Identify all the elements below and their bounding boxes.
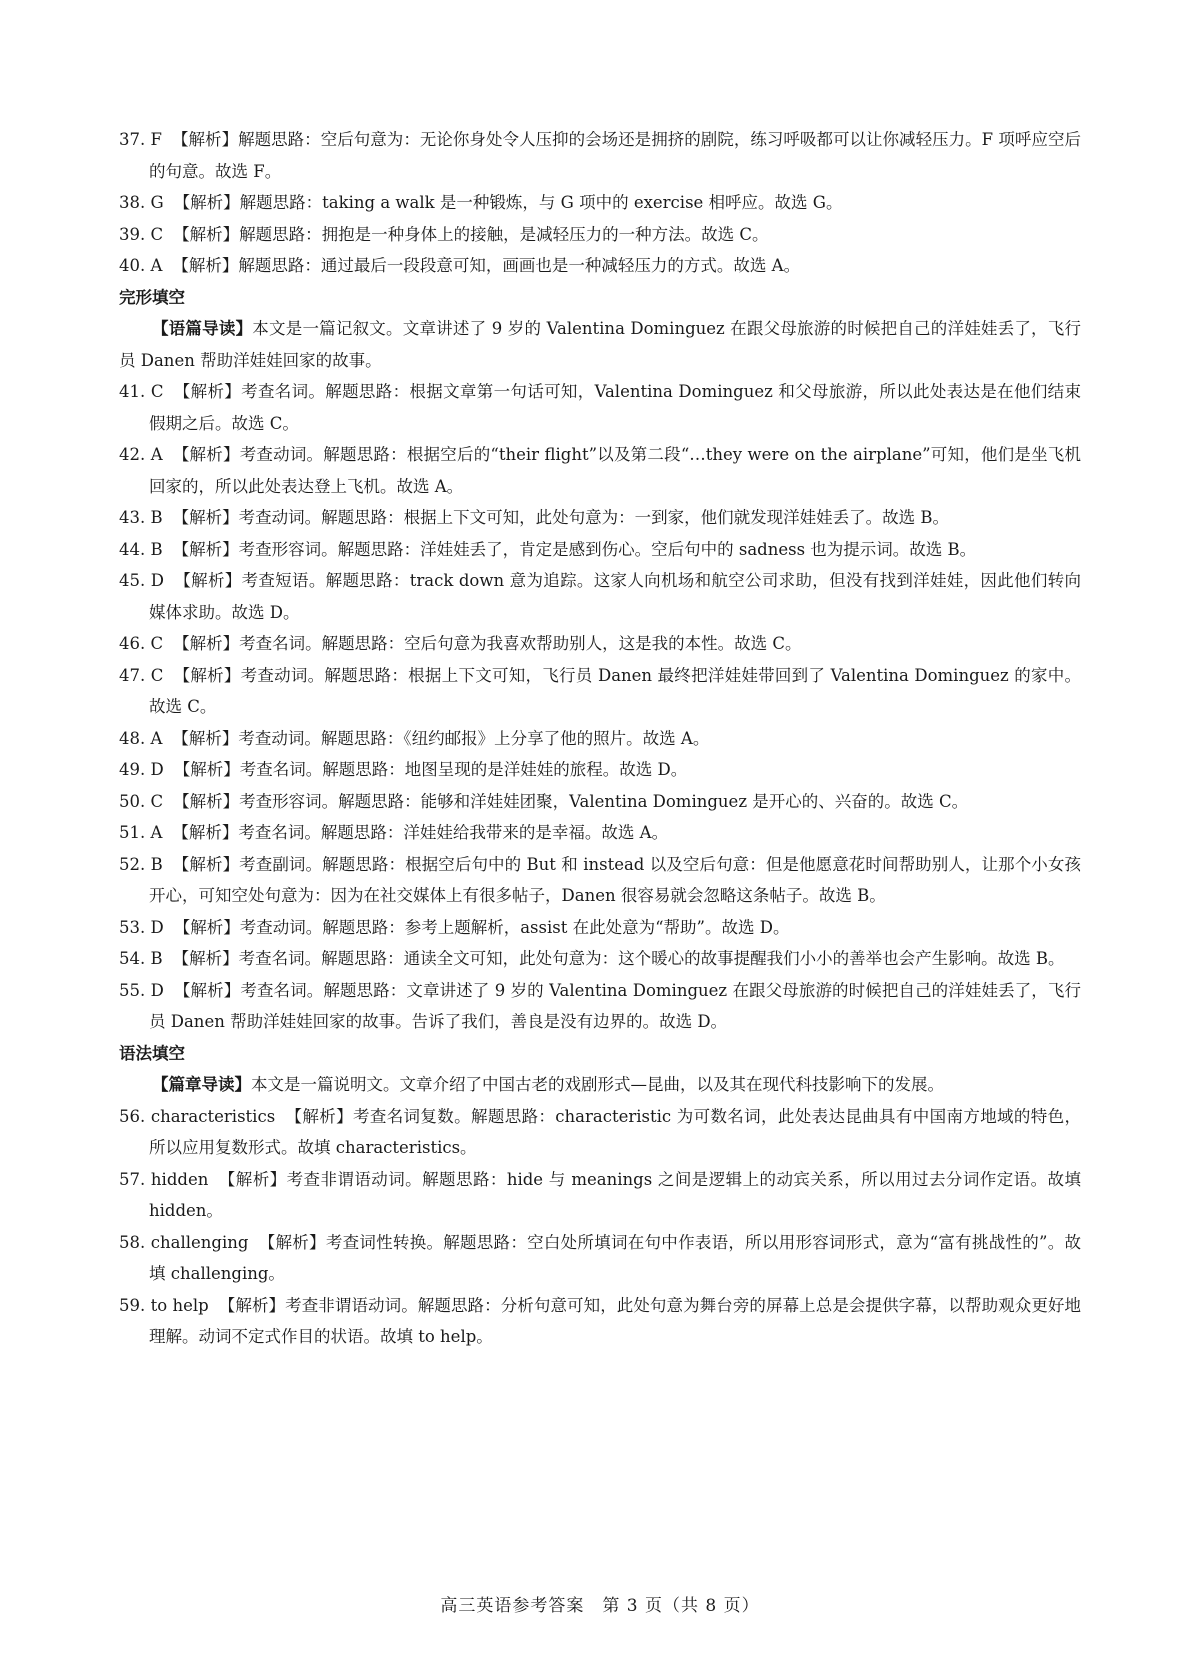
answer-number: 54. B bbox=[119, 949, 163, 968]
answer-item-58 bbox=[119, 1227, 1081, 1290]
answer-number: 52. B bbox=[119, 854, 163, 874]
answer-explanation: 【解析】考查非谓语动词。解题思路：分析句意可知，此处句意为舞台旁的屏幕上总是会提供字幕，以帮助观众更好地理解。动词不定式作目的状语。故填 to help。 bbox=[149, 1295, 1082, 1346]
answer-explanation: 【解析】考查副词。解题思路：根据空后句中的 But 和 instead 以及空后句意：但是他愿意花时间帮助别人，让那个小女孩开心，可知空处句意为：因为在社交媒体上有很多帖子，Danen 很容易就会忽略这条帖子。故选 B。 bbox=[149, 854, 1081, 905]
answer-explanation: 【解析】考查动词。解题思路：根据上下文可知，此处句意为：一到家，他们就发现洋娃娃丢了。故选 B。 bbox=[172, 508, 949, 527]
answer-number: 55. D bbox=[119, 980, 164, 1000]
answer-number: 39. C bbox=[119, 224, 164, 244]
answer-item-49 bbox=[119, 754, 1081, 786]
answer-number: 40. A bbox=[119, 256, 163, 275]
answer-explanation: 【解析】解题思路：空后句意为：无论你身处令人压抑的会场还是拥挤的剧院，练习呼吸都可以让你减轻压力。F 项呼应空后的句意。故选 F。 bbox=[149, 130, 1081, 181]
answer-item-44 bbox=[119, 534, 1081, 566]
answer-number: 59. to help bbox=[119, 1295, 209, 1315]
answer-item-43 bbox=[119, 502, 1081, 534]
answer-item-39 bbox=[119, 219, 1081, 251]
answer-item-37 bbox=[119, 124, 1081, 187]
section-intro bbox=[119, 1069, 1081, 1101]
answer-number: 41. C bbox=[119, 382, 164, 401]
answer-number: 47. C bbox=[119, 665, 164, 685]
answer-number: 43. B bbox=[119, 508, 163, 527]
answer-number: 51. A bbox=[119, 823, 163, 842]
answer-explanation: 【解析】解题思路：taking a walk 是一种锻炼，与 G 项中的 exercise 相呼应。故选 G。 bbox=[173, 193, 843, 212]
answer-explanation: 【解析】考查名词。解题思路：文章讲述了 9 岁的 Valentina Dominguez 在跟父母旅游的时候把自己的洋娃娃丢了，飞行员 Danen 帮助洋娃娃回家的故事。告诉了我们，善良是没有边界的。故选 D。 bbox=[149, 980, 1081, 1031]
answer-item-59 bbox=[119, 1290, 1081, 1353]
answer-number: 46. C bbox=[119, 634, 164, 653]
answer-item-48 bbox=[119, 723, 1081, 755]
answer-number: 48. A bbox=[119, 728, 163, 748]
section-grammar bbox=[119, 1038, 1081, 1353]
answer-explanation: 【解析】考查短语。解题思路：track down 意为追踪。这家人向机场和航空公司求助，但没有找到洋娃娃，因此他们转向媒体求助。故选 D。 bbox=[149, 571, 1081, 622]
section-cloze bbox=[119, 282, 1081, 1038]
answer-explanation: 【解析】考查名词。解题思路：通读全文可知，此处句意为：这个暖心的故事提醒我们小小的善举也会产生影响。故选 B。 bbox=[172, 949, 1065, 968]
answer-number: 53. D bbox=[119, 917, 164, 937]
answer-item-52 bbox=[119, 849, 1081, 912]
answer-explanation: 【解析】考查动词。解题思路：《纽约邮报》上分享了他的照片。故选 A。 bbox=[172, 728, 710, 748]
answer-explanation: 【解析】考查动词。解题思路：根据空后的“their flight”以及第二段“…they were on the airplane”可知，他们是坐飞机回家的，所以此处表达登上飞机。故选 A。 bbox=[149, 445, 1081, 496]
answer-item-46 bbox=[119, 628, 1081, 660]
answer-item-57 bbox=[119, 1164, 1081, 1227]
section-intro bbox=[119, 313, 1081, 376]
answer-explanation: 【解析】考查动词。解题思路：根据上下文可知，飞行员 Danen 最终把洋娃娃带回到了 Valentina Dominguez 的家中。故选 C。 bbox=[149, 665, 1081, 716]
answer-explanation: 【解析】考查名词复数。解题思路：characteristic 为可数名词，此处表达昆曲具有中国南方地域的特色，所以应用复数形式。故填 characteristics。 bbox=[149, 1106, 1081, 1157]
answer-number: 44. B bbox=[119, 539, 163, 559]
answer-number: 58. challenging bbox=[119, 1232, 249, 1252]
answer-number: 45. D bbox=[119, 571, 165, 590]
intro-lead: 【篇章导读】 bbox=[152, 1075, 251, 1094]
answer-item-54 bbox=[119, 943, 1081, 975]
answer-explanation: 【解析】考查形容词。解题思路：能够和洋娃娃团聚，Valentina Dominguez 是开心的、兴奋的。故选 C。 bbox=[173, 791, 969, 811]
answer-explanation: 【解析】解题思路：拥抱是一种身体上的接触，是减轻压力的一种方法。故选 C。 bbox=[173, 224, 769, 244]
answer-item-55 bbox=[119, 975, 1081, 1038]
answer-item-38 bbox=[119, 187, 1081, 219]
answer-number: 37. F bbox=[119, 130, 162, 149]
answer-explanation: 【解析】考查形容词。解题思路：洋娃娃丢了，肯定是感到伤心。空后句中的 sadness 也为提示词。故选 B。 bbox=[172, 539, 977, 559]
answer-explanation: 【解析】考查非谓语动词。解题思路：hide 与 meanings 之间是逻辑上的动宾关系，所以用过去分词作定语。故填 hidden。 bbox=[149, 1169, 1082, 1220]
answer-item-50 bbox=[119, 786, 1081, 818]
answer-number: 42. A bbox=[119, 445, 163, 464]
answer-number: 56. characteristics bbox=[119, 1106, 276, 1126]
answer-item-40 bbox=[119, 250, 1081, 282]
answer-key-page bbox=[119, 124, 1081, 1353]
intro-lead: 【语篇导读】 bbox=[152, 319, 253, 338]
page-footer: 高三英语参考答案 第 3 页（共 8 页） bbox=[440, 1596, 760, 1616]
answer-explanation: 【解析】解题思路：通过最后一段段意可知，画画也是一种减轻压力的方式。故选 A。 bbox=[172, 256, 801, 275]
answer-number: 49. D bbox=[119, 760, 164, 779]
section-heading: 语法填空 bbox=[119, 1043, 185, 1063]
answer-explanation: 【解析】考查名词。解题思路：地图呈现的是洋娃娃的旅程。故选 D。 bbox=[173, 760, 688, 779]
answer-explanation: 【解析】考查词性转换。解题思路：空白处所填词在句中作表语，所以用形容词形式，意为“富有挑战性的”。故填 challenging。 bbox=[149, 1232, 1082, 1283]
answer-number: 57. hidden bbox=[119, 1169, 209, 1189]
answer-number: 38. G bbox=[119, 193, 164, 212]
answer-explanation: 【解析】考查名词。解题思路：空后句意为我喜欢帮助别人，这是我的本性。故选 C。 bbox=[173, 634, 802, 653]
answer-item-56 bbox=[119, 1101, 1081, 1164]
intro-text: 本文是一篇说明文。文章介绍了中国古老的戏剧形式—昆曲，以及其在现代科技影响下的发展。 bbox=[251, 1075, 944, 1094]
answer-item-47 bbox=[119, 660, 1081, 723]
answer-explanation: 【解析】考查名词。解题思路：根据文章第一句话可知，Valentina Dominguez 和父母旅游，所以此处表达是在他们结束假期之后。故选 C。 bbox=[149, 382, 1081, 433]
answer-explanation: 【解析】考查动词。解题思路：参考上题解析，assist 在此处意为“帮助”。故选 D。 bbox=[173, 917, 790, 937]
answer-number: 50. C bbox=[119, 791, 164, 811]
answer-item-42 bbox=[119, 439, 1081, 502]
section-reading bbox=[119, 124, 1081, 282]
intro-text: 本文是一篇记叙文。文章讲述了 9 岁的 Valentina Dominguez 在跟父母旅游的时候把自己的洋娃娃丢了，飞行员 Danen 帮助洋娃娃回家的故事。 bbox=[119, 319, 1081, 370]
answer-item-45 bbox=[119, 565, 1081, 628]
answer-item-51 bbox=[119, 817, 1081, 849]
section-heading: 完形填空 bbox=[119, 287, 185, 307]
answer-item-41 bbox=[119, 376, 1081, 439]
answer-item-53 bbox=[119, 912, 1081, 944]
answer-explanation: 【解析】考查名词。解题思路：洋娃娃给我带来的是幸福。故选 A。 bbox=[172, 823, 669, 842]
